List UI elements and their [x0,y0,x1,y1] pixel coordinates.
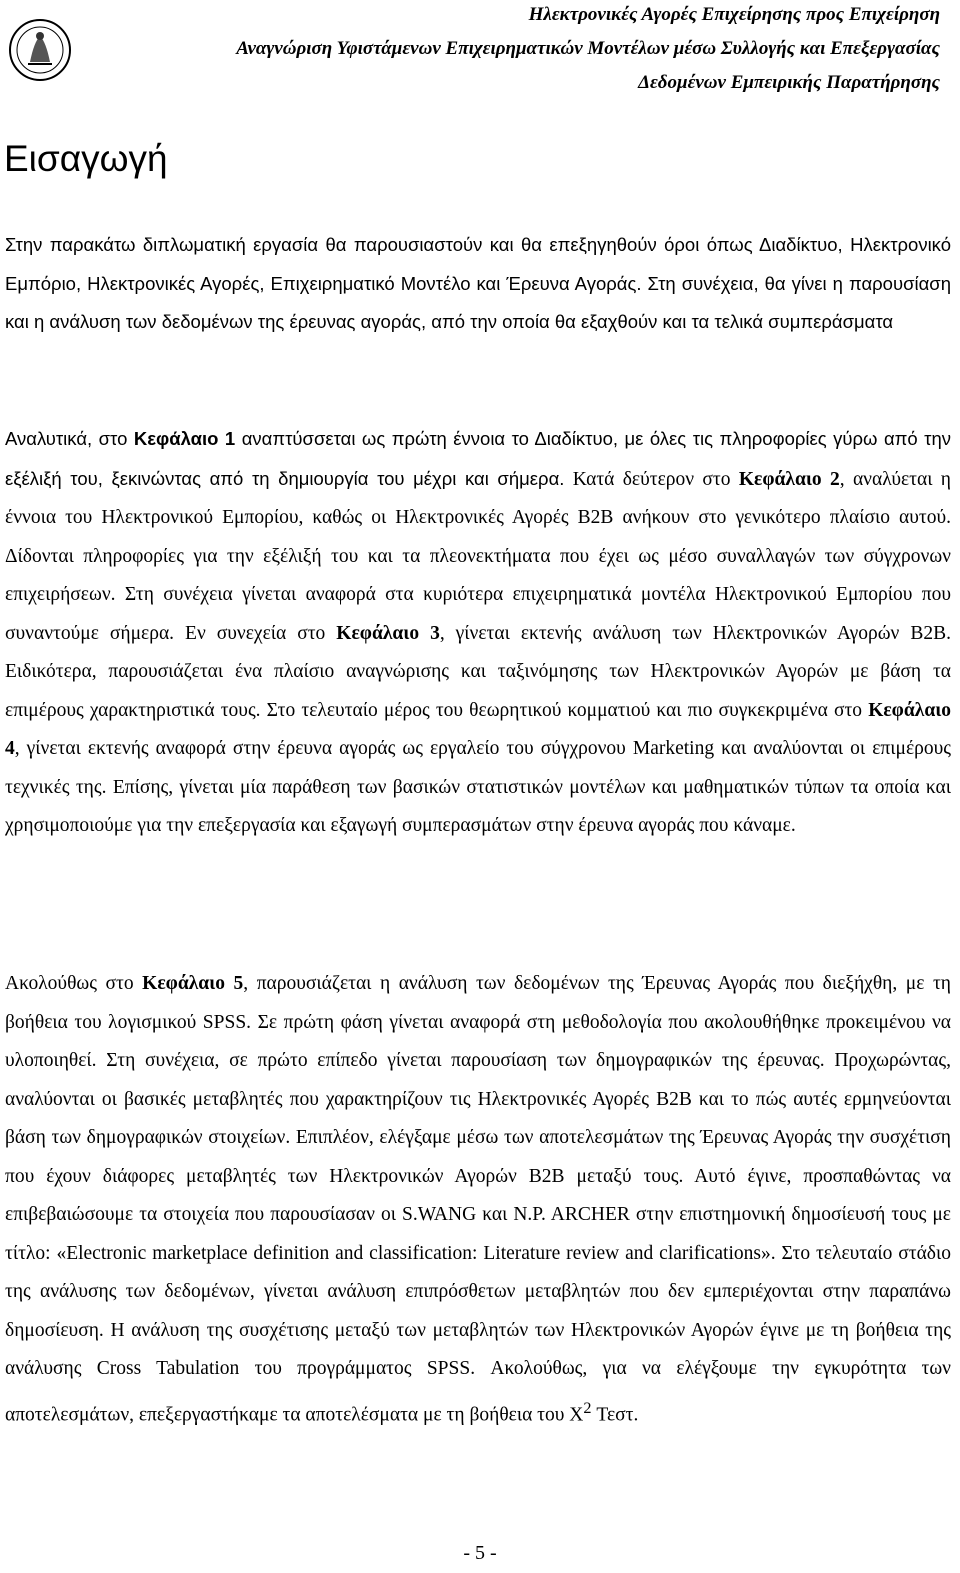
header-line-2: Αναγνώριση Υφιστάμενων Επιχειρηματικών Μοντέλων μέσω Συλλογής και Επεξεργασίας [236,38,940,59]
university-seal-icon [8,18,72,82]
chapter-5-ref: Κεφάλαιο 5 [142,973,244,994]
header-line-1: Ηλεκτρονικές Αγορές Επιχείρησης προς Επιχείρηση [528,4,940,25]
page-header [0,0,960,100]
chapter-1-ref: Κεφάλαιο 1 [133,428,236,449]
chapter-2-ref: Κεφάλαιο 2 [738,468,840,490]
chapter-4-ref: Κεφάλαιο 4 [5,699,951,759]
page-number: - 5 - [463,1542,497,1564]
paragraph-2: Αναλυτικά, στο Κεφάλαιο 1 αναπτύσσεται ως πρώτη έννοια το Διαδίκτυο, με όλες τις πληροφορίες γύρω από την εξέλιξή του, ξεκινώντας από τη δημιουργία του μέχρι και σήμερα. Κατά δεύτερον στο Κεφάλαιο 2, αναλύεται η έννοια του Ηλεκτρονικού Εμπορίου, καθώς οι Ηλεκτρονικές Αγορές B2B ανήκουν στο γενικότερο πλαίσιο αυτού. Δίδονται πληροφορίες για την εξέλιξή του και τα πλεονεκτήματα που έχει ως μέσο συναλλαγών των σύγχρονων επιχειρήσεων. Στη συνέχεια γίνεται αναφορά στα κυριότερα επιχειρηματικά μοντέλα Ηλεκτρονικού Εμπορίου που συναντούμε σήμερα. Εν συνεχεία στο Κεφάλαιο 3, γίνεται εκτενής ανάλυση των Ηλεκτρονικών Αγορών B2B. Ειδικότερα, παρουσιάζεται ένα πλαίσιο αναγνώρισης και ταξινόμησης των Ηλεκτρονικών Αγορών με βάση τα επιμέρους χαρακτηριστικά τους. Στο τελευταίο μέρος του θεωρητικού κομματιού και πιο συγκεκριμένα στο Κεφάλαιο 4, γίνεται εκτενής αναφορά στην έρευνα αγοράς ως εργαλείο του σύγχρονου Marketing και αναλύονται οι επιμέρους τεχνικές της. Επίσης, γίνεται μία παράθεση των βασικών στατιστικών μοντέλων και μαθηματικών τύπων τα οποία και χρησιμοποιούμε για την επεξεργασία και εξαγωγή συμπερασμάτων στην έρευνα αγοράς που κάναμε. [5,428,952,836]
paragraph-3: Ακολούθως στο Κεφάλαιο 5, παρουσιάζεται η ανάλυση των δεδομένων της Έρευνας Αγοράς που διεξήχθη, με τη βοήθεια του λογισμικού SPSS. Σε πρώτη φάση γίνεται αναφορά στη μεθοδολογία που ακολουθήθηκε προκειμένου να υλοποιηθεί. Στη συνέχεια, σε πρώτο επίπεδο γίνεται παρουσίαση των δημογραφικών της έρευνας. Προχωρώντας, αναλύονται οι βασικές μεταβλητές που χαρακτηρίζουν τις Ηλεκτρονικές Αγορές B2B και το πώς αυτές ερμηνεύονται βάση των δημογραφικών στοιχείων. Επιπλέον, ελέγξαμε μέσω των αποτελεσμάτων της Έρευνας Αγοράς την συσχέτιση που έχουν διάφορες μεταβλητές των Ηλεκτρονικών Αγορών B2B μεταξύ τους. Αυτό έγινε, προσπαθώντας να επιβεβαιώσουμε τα στοιχεία που παρουσίασαν οι S.WANG και N.P. ARCHER στην επιστημονική δημοσίευσή τους με τίτλο: «Electronic marketplace definition and classification: Literature review and clarifications». Στο τελευταίο στάδιο της ανάλυσης των δεδομένων, γίνεται ανάλυση επιπρόσθετων μεταβλητών που δεν εμπεριέχονται στην παραπάνω δημοσίευση. Η ανάλυση της συσχέτισης μεταξύ των μεταβλητών των Ηλεκτρονικών Αγορών έγινε με τη βοήθεια της ανάλυσης Cross Tabulation του προγράμματος SPSS. Ακολούθως, για να ελέγξουμε την εγκυρότητα των αποτελεσμάτων, επεξεργαστήκαμε τα αποτελέσματα με τη βοήθεια του $X^2$ Τεστ. [5,973,952,1425]
section-title: Εισαγωγή [4,138,168,179]
header-line-3: Δεδομένων Εμπειρικής Παρατήρησης [638,72,940,93]
paragraph-1: Στην παρακάτω διπλωματική εργασία θα παρουσιαστούν και θα επεξηγηθούν όροι όπως Διαδίκτυο, Ηλεκτρονικό Εμπόριο, Ηλεκτρονικές Αγορές, Επιχειρηματικό Μοντέλο και Έρευνα Αγοράς. Στη συνέχεια, θα γίνει η παρουσίαση και η ανάλυση των δεδομένων της έρευνας αγοράς, από την οποία θα εξαχθούν και τα τελικά συμπεράσματα [5,234,951,332]
chapter-3-ref: Κεφάλαιο 3 [336,622,440,644]
